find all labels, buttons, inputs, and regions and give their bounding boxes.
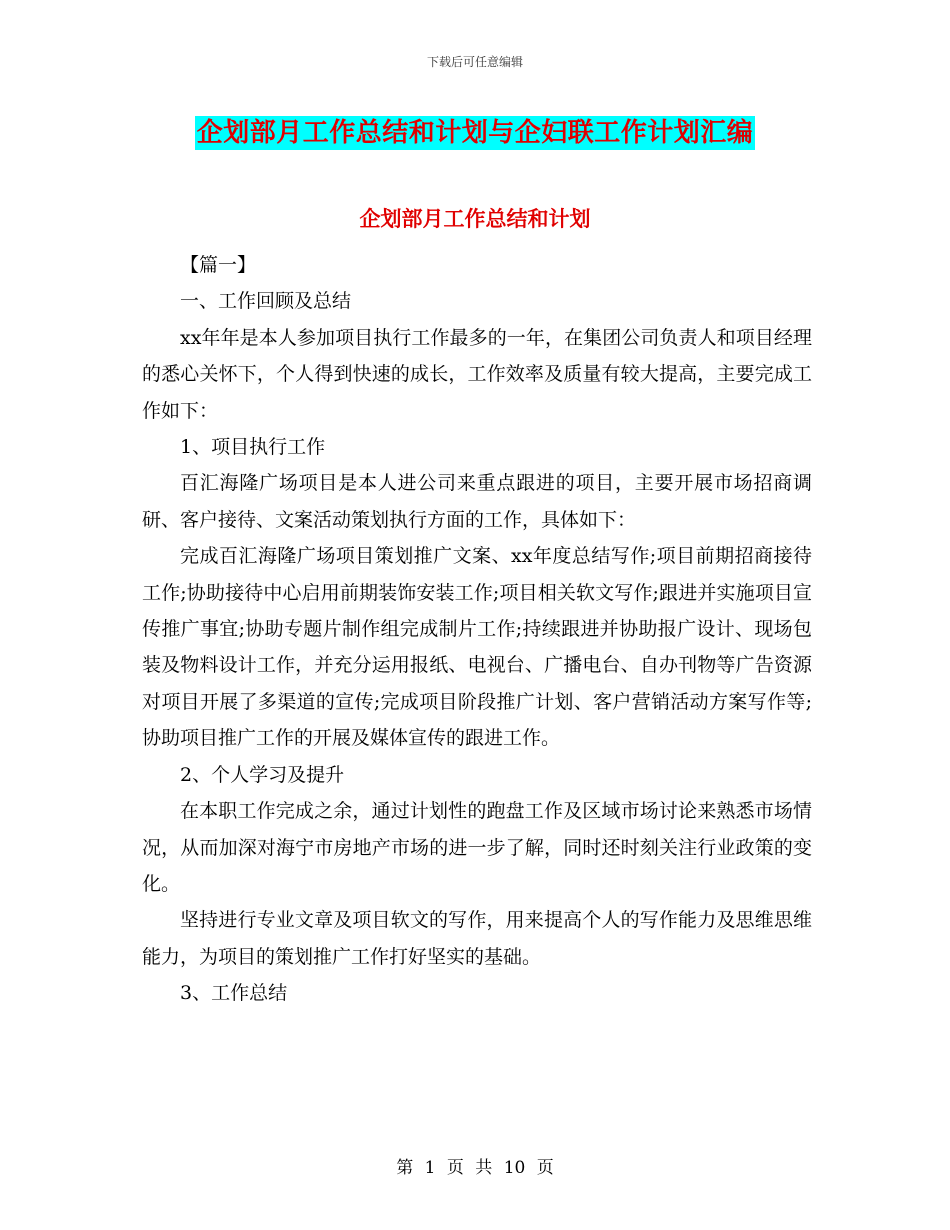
paragraph: 坚持进行专业文章及项目软文的写作，用来提高个人的写作能力及思维思维能力，为项目的策划推广工作打好坚实的基础。 xyxy=(142,909,812,968)
header-note: 下载后可任意编辑 xyxy=(426,55,523,69)
paragraph-heading-summary: 3、工作总结 xyxy=(180,982,288,1005)
page-footer: 第 1 页 共 10 页 xyxy=(396,1158,554,1178)
paragraph: 在本职工作完成之余，通过计划性的跑盘工作及区域市场讨论来熟悉市场情况，从而加深对海宁市房地产市场的进一步了解，同时还时刻关注行业政策的变化。 xyxy=(142,800,812,895)
document-title-text: 企划部月工作总结和计划与企妇联工作计划汇编 xyxy=(196,118,754,148)
paragraph-heading-learning: 2、个人学习及提升 xyxy=(180,763,345,786)
paragraph-heading-project: 1、项目执行工作 xyxy=(180,436,326,459)
document-title xyxy=(0,112,950,149)
document-body xyxy=(142,247,812,1012)
paragraph-part-label: 【篇一】 xyxy=(180,254,257,276)
section-title: 企划部月工作总结和计划 xyxy=(359,206,591,231)
paragraph: 完成百汇海隆广场项目策划推广文案、xx年度总结写作;项目前期招商接待工作;协助接待中心启用前期装饰安装工作;项目相关软文写作;跟进并实施项目宣传推广事宜;协助专题片制作组完成制片工作;持续跟进并协助报广设计、现场包装及物料设计工作，并充分运用报纸、电视台、广播电台、自办刊物等广告资源对项目开展了多渠道的宣传;完成项目阶段推广计划、客户营销活动方案写作等;协助项目推广工作的开展及媒体宣传的跟进工作。 xyxy=(142,545,812,750)
paragraph: 百汇海隆广场项目是本人进公司来重点跟进的项目，主要开展市场招商调研、客户接待、文案活动策划执行方面的工作，具体如下： xyxy=(142,472,812,531)
paragraph: xx年年是本人参加项目执行工作最多的一年，在集团公司负责人和项目经理的悉心关怀下，个人得到快速的成长，工作效率及质量有较大提高，主要完成工作如下： xyxy=(142,326,812,422)
paragraph-heading-review: 一、工作回顾及总结 xyxy=(180,290,352,313)
